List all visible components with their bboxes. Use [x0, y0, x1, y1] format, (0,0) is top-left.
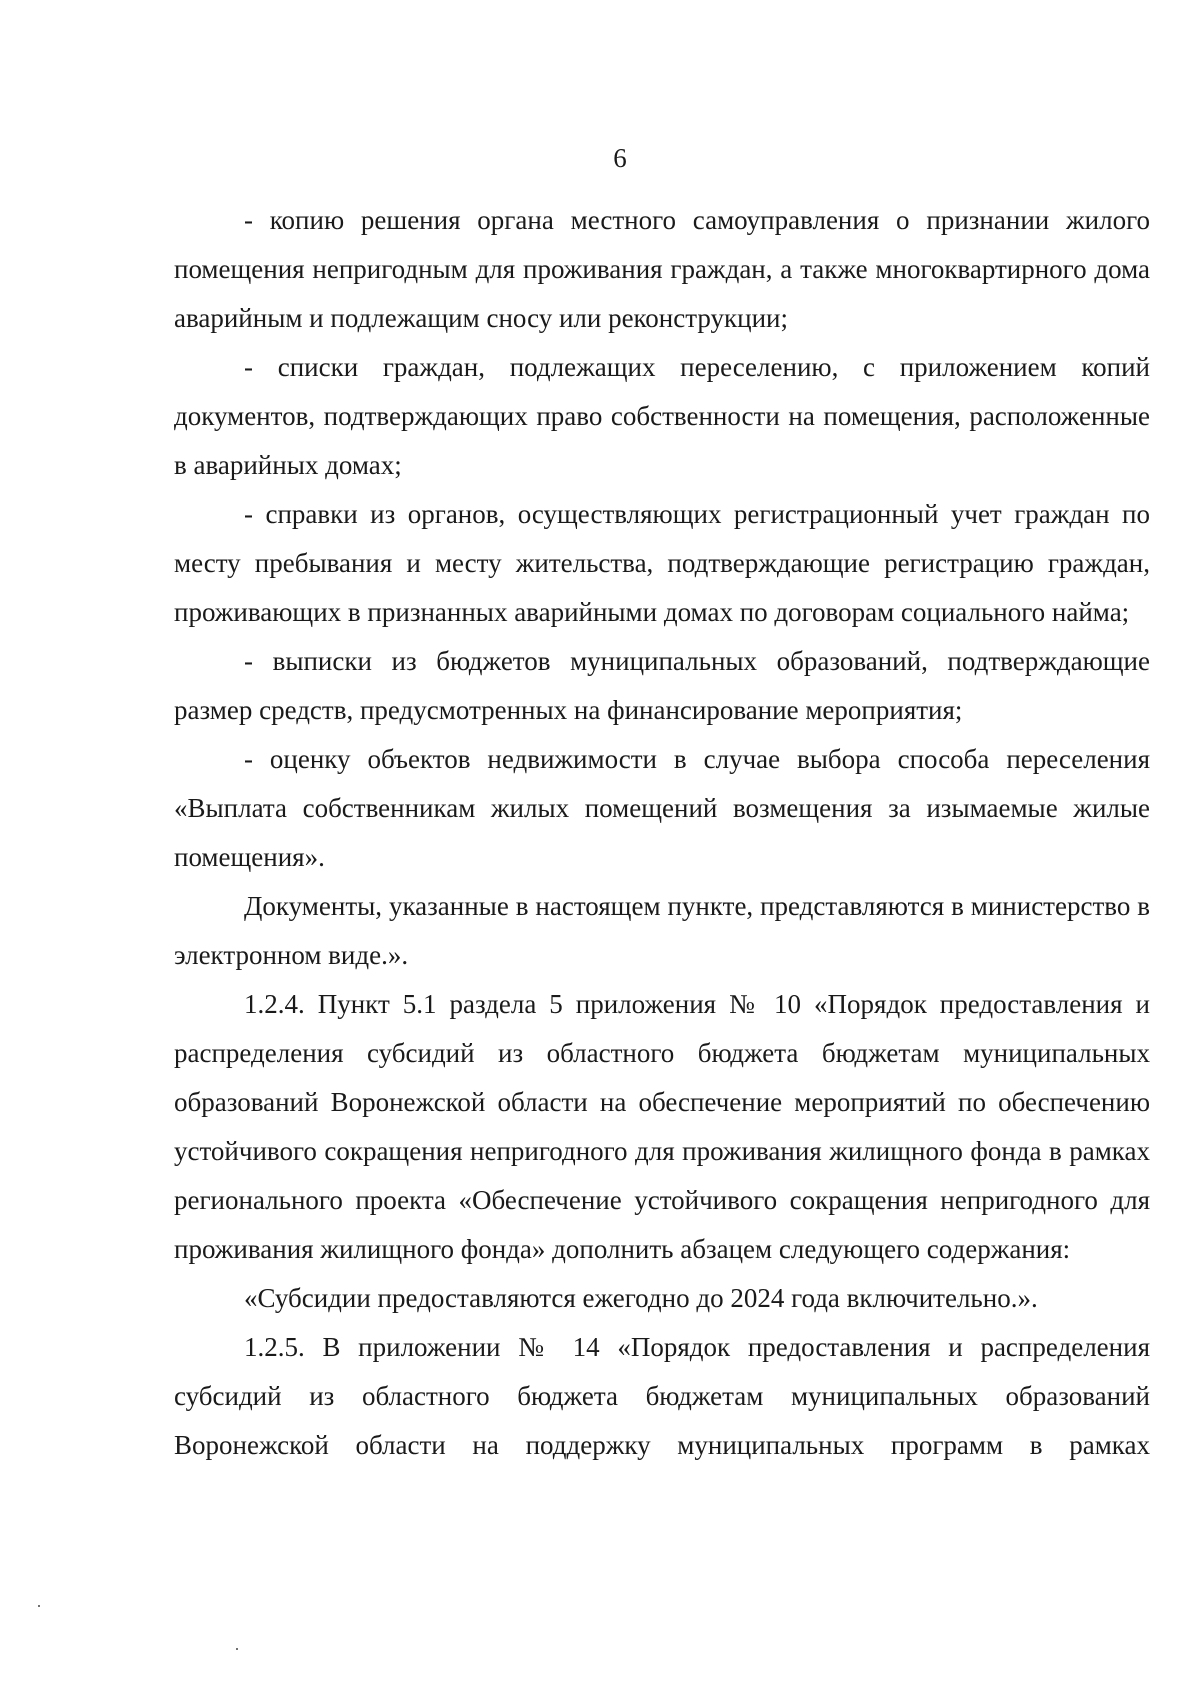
paragraph-registration-certificates: - справки из органов, осуществляющих регистрационный учет граждан по месту пребывания и месту жительства, подтверждающие регистрацию граждан, проживающих в признанных аварийными домах по договорам социального найма;	[174, 499, 1150, 627]
scan-speck	[38, 1605, 40, 1607]
paragraph-resettlement-lists: - списки граждан, подлежащих переселению, с приложением копий документов, подтверждающих право собственности на помещения, расположенные в аварийных домах;	[174, 352, 1150, 480]
paragraph-budget-extracts: - выписки из бюджетов муниципальных образований, подтверждающие размер средств, предусмотренных на финансирование мероприятия;	[174, 646, 1150, 725]
paragraph-property-valuation: - оценку объектов недвижимости в случае выбора способа переселения «Выплата собственникам жилых помещений возмещения за изымаемые жилые помещения».	[174, 744, 1150, 872]
scan-speck	[236, 1648, 238, 1650]
page-number: 6	[613, 143, 627, 173]
paragraph-clause-1-2-4: 1.2.4. Пункт 5.1 раздела 5 приложения № 10 «Порядок предоставления и распределения субсидий из областного бюджета бюджетам муниципальных образований Воронежской области на обеспечение мероприятий по обеспечению устойчивого сокращения непригодного для проживания жилищного фонда в рамках регионального проекта «Обеспечение устойчивого сокращения непригодного для проживания жилищного фонда» дополнить абзацем следующего содержания:	[174, 989, 1150, 1264]
paragraph-documents-submission: Документы, указанные в настоящем пункте, представляются в министерство в электронном виде.».	[174, 891, 1150, 970]
paragraph-clause-1-2-5: 1.2.5. В приложении № 14 «Порядок предоставления и распределения субсидий из областного бюджета бюджетам муниципальных образований Воронежской области на поддержку муниципальных программ в рамках	[174, 1332, 1150, 1460]
paragraph-decision-copy: - копию решения органа местного самоуправления о признании жилого помещения непригодным для проживания граждан, а также многоквартирного дома аварийным и подлежащим сносу или реконструкции;	[174, 205, 1150, 333]
paragraph-subsidies-annual: «Субсидии предоставляются ежегодно до 2024 года включительно.».	[244, 1283, 1038, 1313]
document-body	[174, 196, 1150, 1470]
